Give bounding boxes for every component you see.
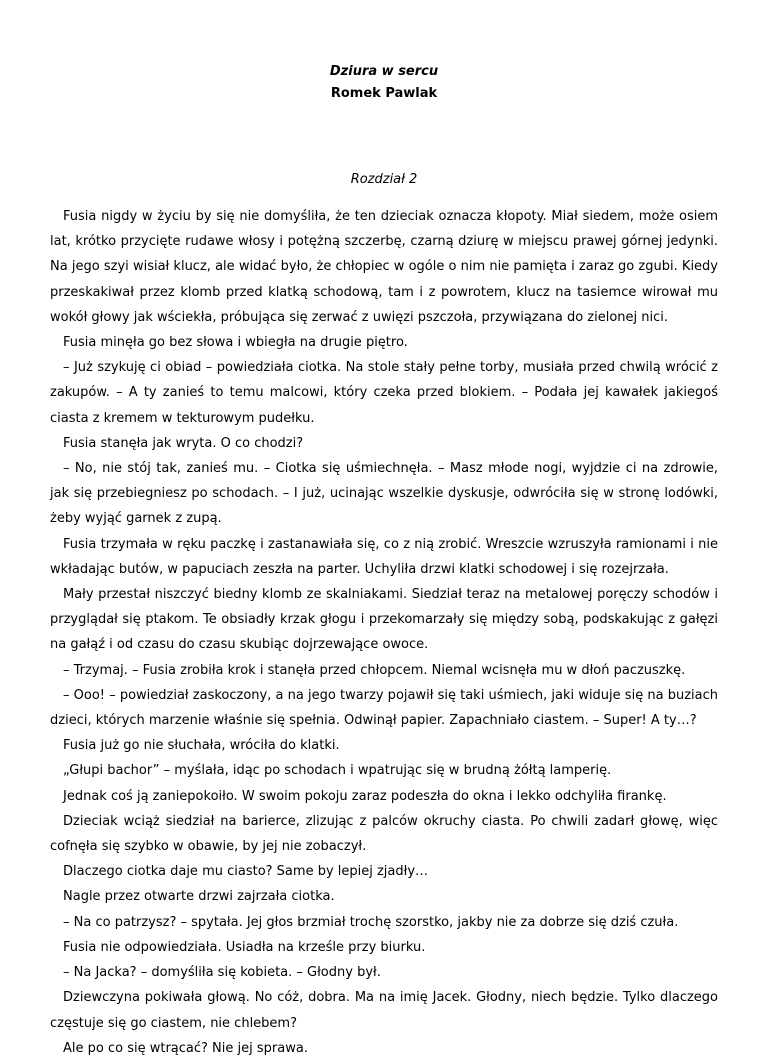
paragraph: – Już szykuję ci obiad – powiedziała ciotka. Na stole stały pełne torby, musiała przed chwilą wrócić z zakupów. – A ty zanieś to temu malcowi, który czeka przed blokiem. – Podała jej kawałek jakiegoś ciasta z kremem w tekturowym pudełku. [50, 360, 718, 426]
document-title: Dziura w sercu [329, 64, 439, 79]
paragraph: Jednak coś ją zaniepokoiło. W swoim pokoju zaraz podeszła do okna i lekko odchyliła firankę. [63, 788, 667, 804]
chapter-heading: Rozdział 2 [350, 172, 418, 187]
paragraph: – No, nie stój tak, zanieś mu. – Ciotka się uśmiechnęła. – Masz młode nogi, wyjdzie ci na zdrowie, jak się przebiegniesz po schodach. – I już, ucinając wszelkie dyskusje, odwróciła się w stronę lodówki, żeby wyjąć garnek z zupą. [50, 461, 718, 527]
document-author: Romek Pawlak [330, 86, 438, 101]
paragraph: Fusia nigdy w życiu by się nie domyśliła, że ten dzieciak oznacza kłopoty. Miał siedem, może osiem lat, krótko przycięte rudawe włosy i potężną szczerbę, czarną dziurę w miejscu prawej górnej jedynki. Na jego szyi wisiał klucz, ale widać było, że chłopiec w ogóle o nim nie pamięta i zaraz go zgubi. Kiedy przeskakiwał przez klomb przed klatką schodową, tam i z powrotem, klucz na tasiemce wirował mu wokół głowy jak wściekła, próbująca się zerwać z uwięzi pszczoła, przywiązana do zielonej nici. [50, 209, 718, 325]
paragraph: Dziewczyna pokiwała głową. No cóż, dobra. Ma na imię Jacek. Głodny, niech będzie. Tylko dlaczego częstuje się go ciastem, nie chlebem? [50, 990, 718, 1031]
story-text [50, 204, 718, 1061]
paragraph: Dlaczego ciotka daje mu ciasto? Same by lepiej zjadły… [63, 864, 429, 880]
paragraph: – Na Jacka? – domyśliła się kobieta. – Głodny był. [63, 965, 381, 981]
paragraph: – Trzymaj. – Fusia zrobiła krok i stanęła przed chłopcem. Niemal wcisnęła mu w dłoń paczuszkę. [63, 662, 686, 678]
paragraph: Dzieciak wciąż siedział na barierce, zlizując z palców okruchy ciasta. Po chwili zadarł głowę, więc cofnęła się szybko w obawie, by jej nie zobaczył. [50, 813, 718, 855]
paragraph: Fusia trzymała w ręku paczkę i zastanawiała się, co z nią zrobić. Wreszcie wzruszyła ramionami i nie wkładając butów, w papuciach zeszła na parter. Uchyliła drzwi klatki schodowej i się rozejrzała. [50, 536, 718, 577]
paragraph: Nagle przez otwarte drzwi zajrzała ciotka. [63, 889, 335, 905]
paragraph: – Na co patrzysz? – spytała. Jej głos brzmiał trochę szorstko, jakby nie za dobrze się dziś czuła. [63, 914, 679, 930]
paragraph: Mały przestał niszczyć biedny klomb ze skalniakami. Siedział teraz na metalowej poręczy schodów i przyglądał się ptakom. Te obsiadły krzak głogu i przekomarzały się między sobą, podskakując z gałęzi na gałąź i od czasu do czasu skubiąc dojrzewające owoce. [50, 587, 718, 653]
paragraph: Ale po co się wtrącać? Nie jej sprawa. [63, 1040, 308, 1056]
paragraph: Fusia już go nie słuchała, wróciła do klatki. [63, 738, 340, 754]
paragraph: Fusia nie odpowiedziała. Usiadła na krześle przy biurku. [63, 939, 426, 955]
paragraph: Fusia stanęła jak wryta. O co chodzi? [63, 435, 304, 451]
paragraph: „Głupi bachor” – myślała, idąc po schodach i wpatrując się w brudną żółtą lamperię. [63, 763, 612, 779]
paragraph: Fusia minęła go bez słowa i wbiegła na drugie piętro. [63, 335, 408, 351]
paragraph: – Ooo! – powiedział zaskoczony, a na jego twarzy pojawił się taki uśmiech, jaki widuje się na buziach dzieci, których marzenie właśnie się spełnia. Odwinął papier. Zapachniało ciastem. – Super! A ty…? [50, 687, 718, 729]
